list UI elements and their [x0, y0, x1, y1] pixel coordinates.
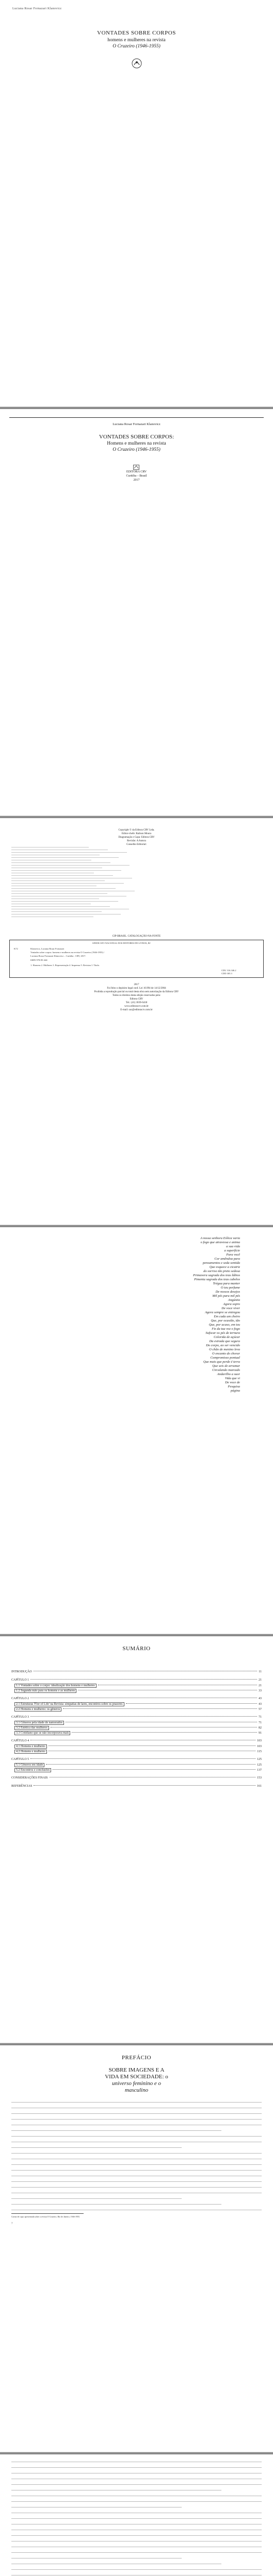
book-subtitle-full	[0, 440, 273, 453]
cip-box	[9, 940, 264, 978]
text-line	[11, 2558, 182, 2562]
cip-line-0: Klanovicz, Luciana Rosar Fornazari	[30, 947, 65, 950]
text-line	[11, 2501, 262, 2505]
toc-entry-label: CAPÍTULO 1	[11, 1679, 29, 1682]
toc-leader-dots	[30, 1758, 255, 1759]
toc-entry[interactable]	[11, 1750, 262, 1755]
poem-line: Mil pés para mil pés	[212, 1294, 240, 1298]
text-line	[11, 2484, 262, 2488]
poem-line: Sufocar os pés de ternura	[205, 1331, 240, 1335]
toc-entry[interactable]	[11, 1763, 262, 1768]
poem-line: Andarilho a suor	[217, 1372, 240, 1376]
text-line	[11, 2181, 262, 2185]
editorial-board-list	[11, 847, 135, 919]
cip-line-4: 1. Homens 2. Mulheres 3. Representação 4. Imprensa 5. Revistas I. Título.	[30, 964, 100, 967]
catalog-page	[0, 818, 273, 1225]
text-line	[11, 2147, 182, 2151]
toc-leader-dots	[63, 1708, 257, 1709]
toc-entry[interactable]	[11, 1697, 262, 1702]
page-number: 7	[11, 2223, 13, 2225]
toc-entry[interactable]	[11, 1726, 262, 1731]
toc-entry[interactable]	[11, 1731, 262, 1736]
publisher-info	[0, 470, 273, 482]
toc-entry-page: 21	[259, 1679, 262, 1682]
toc-entry-label: 4.2 Homens e mulheres	[14, 1750, 47, 1754]
poem-line: Fiz da tua voz o fogo	[212, 1327, 240, 1331]
summary-title: SUMÁRIO	[122, 1646, 151, 1652]
text-line	[11, 2102, 262, 2106]
copyright-line: Copyright © da Editora CRV Ltda.	[118, 829, 155, 832]
text-line	[11, 2113, 262, 2117]
toc-entry-page: 71	[259, 1721, 262, 1724]
poem-line: Que esquece a cicatriz	[209, 1265, 240, 1269]
toc-entry[interactable]	[11, 1679, 262, 1684]
body-text-1	[11, 2462, 262, 2576]
cip-subtitle: SINDICATO NACIONAL DOS EDITORES DE LIVROS, RJ	[92, 942, 151, 944]
text-line	[11, 2130, 221, 2134]
poem-line: O chão de menino leva	[209, 1348, 240, 1351]
toc-entry[interactable]	[11, 1716, 262, 1721]
text-line	[11, 2176, 262, 2180]
revision-line: Revisão: A Autora	[127, 840, 146, 842]
toc-entry-page: 11	[259, 1670, 262, 1673]
poem-line: Que, por acaso, em teu	[208, 1323, 240, 1327]
legal-year: 2017	[134, 984, 139, 986]
text-line	[11, 2490, 221, 2494]
toc-entry[interactable]	[11, 1702, 262, 1707]
toc-entry[interactable]	[11, 1739, 262, 1744]
poem-line: Compromisso pontual	[210, 1356, 240, 1360]
toc-leader-dots	[30, 1679, 257, 1680]
subtitle-line-1-cap: Homens e mulheres na revista	[107, 441, 166, 446]
toc-entry-page: 103	[257, 1745, 262, 1748]
poem-line: Da estrada que segura	[209, 1340, 240, 1343]
toc-entry-page: 21	[259, 1684, 262, 1687]
toc-entry-label: 3.3 Cotidiano que se não incorporava mais	[14, 1731, 70, 1735]
text-line	[11, 2518, 262, 2522]
toc-entry-label: 2.2 Homens e mulheres: os gêneros	[14, 1707, 61, 1711]
book-title: VONTADES SOBRE CORPOS	[97, 30, 176, 36]
text-line	[11, 2479, 262, 2483]
poem-line: De voce viver	[221, 1307, 240, 1310]
text-line	[11, 2547, 262, 2551]
poem-line: Que, por ocasião, tão	[211, 1319, 240, 1323]
toc-entry-label: REFERÊNCIAS	[11, 1785, 33, 1788]
toc-entry[interactable]	[11, 1721, 262, 1726]
running-header: Luciana Rosar Fornazari Klanovicz	[12, 7, 62, 10]
publisher-name: EDITORA CRV	[126, 470, 147, 473]
toc-entry[interactable]	[11, 1684, 262, 1689]
toc-leader-dots	[49, 1745, 255, 1746]
cip-line-1: Vontades sobre corpos: homens e mulheres na revista O Cruzeiro (1946-1955) /	[30, 951, 105, 954]
cip-title: CIP-BRASIL. CATALOGAÇÃO-NA-FONTE	[112, 935, 161, 938]
poem-line: Primavera sagrada dos teus lábios	[193, 1274, 240, 1277]
preface-title	[0, 2067, 273, 2094]
toc-leader-dots	[53, 1769, 255, 1770]
poem-line: Pimenta sagrada dos teus cabelos	[194, 1278, 240, 1281]
toc-entry-page: 103	[257, 1739, 262, 1742]
poem-line: o fogo que atravessa e anima	[200, 1241, 240, 1244]
text-line	[11, 2569, 262, 2573]
poem-line: O teu perfume	[220, 1286, 240, 1290]
text-line	[11, 2541, 262, 2545]
cip-line-6: CDD 305.3	[221, 972, 232, 975]
epigraph-poem	[193, 1236, 240, 1393]
poem-line: Trégua para manter	[213, 1282, 240, 1285]
board-member-line	[11, 917, 93, 919]
preface-label: PREFÁCIO	[121, 2055, 152, 2061]
poem-line: Cor amêndoa para	[214, 1257, 240, 1261]
toc-entry-page: 82	[259, 1726, 262, 1730]
text-line	[11, 2530, 262, 2534]
top-rule	[9, 417, 264, 418]
text-line	[11, 2204, 221, 2208]
poem-line: Angústia	[228, 1298, 240, 1302]
toc-leader-dots	[30, 1716, 257, 1717]
cip-line-5: CDU 316.346.2	[221, 969, 236, 972]
text-line	[11, 2507, 182, 2511]
toc-entry-label: CAPÍTULO 5	[11, 1758, 29, 1761]
publisher-city: Curitiba – Brasil	[126, 474, 147, 478]
text-line	[11, 2119, 262, 2123]
toc-entry-page: 43	[259, 1703, 262, 1706]
poem-line: Pesquisa	[228, 1385, 240, 1388]
toc-entry-page: 71	[259, 1716, 262, 1719]
text-line	[11, 2552, 262, 2556]
cip-line-2: Luciana Rosar Fornazari Klanovicz – Curitiba : CRV, 2017.	[30, 955, 86, 957]
toc-entry-label: CAPÍTULO 3	[11, 1716, 29, 1719]
preface-page	[0, 2045, 273, 2452]
poem-line: A nossa senhora Eólica varia	[200, 1236, 240, 1240]
toc-leader-dots	[72, 1732, 257, 1733]
poem-line: Circulando marcado	[212, 1368, 240, 1372]
footnote-rule	[11, 2213, 84, 2214]
diagram-line: Diagramação e Capa: Editora CRV	[118, 836, 155, 839]
subtitle-line-1: homens e mulheres na revista	[107, 38, 166, 43]
toc-entry-page: 153	[257, 1776, 262, 1780]
toc-entry-page: 125	[257, 1758, 262, 1761]
poem-line: Em cada um cheiro	[214, 1315, 240, 1318]
half-title-page	[0, 0, 273, 407]
toc-entry[interactable]	[11, 1768, 262, 1773]
text-line	[11, 2198, 182, 2202]
toc-entry[interactable]	[11, 1785, 262, 1790]
poem-line: Agora sopro	[223, 1302, 240, 1306]
text-line	[11, 2164, 262, 2168]
text-line	[11, 2153, 262, 2157]
preface-title-line-2: VIDA EM SOCIEDADE: o	[105, 2074, 168, 2080]
toc-entry[interactable]	[11, 1776, 262, 1782]
toc-entry-page: 43	[259, 1697, 262, 1700]
legal-notice	[0, 983, 273, 1012]
poem-line: De nossos desejos	[215, 1290, 240, 1294]
toc-entry-page: 57	[259, 1708, 262, 1711]
toc-entry-page: 137	[257, 1769, 262, 1772]
legal-website: www.editoracrv.com.br	[124, 1005, 149, 1008]
text-line	[11, 2136, 262, 2140]
publisher-logo-icon	[131, 58, 142, 69]
preface-title-line-4: masculino	[124, 2087, 149, 2093]
poem-line: De voce de	[225, 1381, 240, 1384]
toc-entry[interactable]	[11, 1744, 262, 1750]
preface-title-line-3: universo feminino e o	[111, 2080, 161, 2087]
poem-line: Que seis de arrumar	[212, 1364, 240, 1368]
cip-line-3: ISBN 978-85-444-	[30, 959, 48, 961]
copyright-block	[0, 828, 273, 846]
publisher-year: 2017	[133, 479, 140, 482]
author-name: Luciana Rosar Fornazari Klanovicz	[113, 422, 160, 426]
toc-entry-label: CONSIDERAÇÕES FINAIS	[11, 1776, 48, 1780]
toc-leader-dots	[34, 1785, 255, 1786]
poem-line: do sorriso tão preto sedosa	[203, 1269, 240, 1273]
board-title: Conselho Editorial:	[126, 843, 147, 846]
cip-author-code: K72	[14, 947, 18, 950]
preface-footnote: Cartaz de capa: apresentada sobre a revista O Cruzeiro, Rio de Janeiro, 1946-1955.	[11, 2215, 80, 2218]
book-subtitle	[0, 37, 273, 49]
toc-entry-label: 2.1 Estruturas 'Flor of Life' na Revista: simpatias de lares, encontros sobre os prazeres	[14, 1702, 124, 1706]
preface-title-line-1: SOBRE IMAGENS E A	[108, 2067, 165, 2073]
toc-entry[interactable]	[11, 1670, 262, 1675]
toc-entry-page: 115	[257, 1750, 262, 1753]
summary-page	[0, 1636, 273, 2043]
toc-entry-label: 5.2 Encontros e conclusões	[14, 1768, 51, 1772]
text-line	[11, 2467, 262, 2471]
toc-entry-label: 4.1 Homens e mulheres	[14, 1744, 47, 1749]
poem-line: Colorida de açúcar	[214, 1335, 240, 1339]
crv-logo-icon	[133, 465, 139, 470]
table-of-contents	[11, 1667, 262, 1790]
toc-entry-page: 161	[257, 1785, 262, 1788]
toc-leader-dots	[46, 1764, 255, 1765]
toc-entry-label: CAPÍTULO 2	[11, 1697, 29, 1700]
subtitle-line-2: O Cruzeiro (1946-1955)	[113, 44, 160, 49]
legal-rights: Proibida a reprodução parcial ou total desta obra sem autorização da Editora CRV	[94, 991, 179, 993]
toc-entry-page: 33	[259, 1689, 262, 1692]
title-page	[0, 409, 273, 816]
toc-entry-page: 125	[257, 1764, 262, 1767]
legal-phone: Tel.: (41) 3039-6418	[125, 1002, 148, 1004]
toc-entry[interactable]	[11, 1758, 262, 1763]
legal-email: E-mail: sac@editoracrv.com.br	[120, 1009, 153, 1011]
toc-entry-label: 1.1 Vontades sobre o corpo: idealização dos homens e mulheres	[14, 1684, 97, 1688]
toc-entry-page: 91	[259, 1732, 262, 1735]
toc-entry-label: 3.1 Gêneros pela idade de namorados	[14, 1721, 64, 1725]
poem-line: a superfície	[224, 1249, 240, 1252]
text-line	[11, 2142, 262, 2146]
toc-entry[interactable]	[11, 1689, 262, 1694]
epigraph-page	[0, 1227, 273, 1634]
legal-publisher: Editora CRV	[130, 998, 143, 1001]
poem-line: O encanto de chorar	[212, 1352, 240, 1355]
poem-line: Agora sempre se entregou	[205, 1311, 240, 1314]
book-title-full: VONTADES SOBRE CORPOS:	[99, 434, 174, 440]
legal-reserved: Todos os direitos desta edição reservados pela:	[112, 994, 161, 997]
toc-leader-dots	[126, 1703, 257, 1704]
text-line	[11, 2473, 262, 2477]
poem-line: Do corpo, ao ser vencido	[206, 1344, 240, 1347]
text-line	[11, 2187, 262, 2191]
poem-line: Vida que vi	[224, 1377, 240, 1380]
toc-entry-label: 5.1 Gêneros em idade	[14, 1763, 44, 1767]
toc-entry[interactable]	[11, 1707, 262, 1713]
text-line	[11, 2535, 262, 2539]
text-line	[11, 2170, 262, 2174]
editor-line: Editor-chefe: Railson Moura	[121, 833, 152, 835]
text-line	[11, 2462, 262, 2466]
body-page-1	[0, 2454, 273, 2576]
text-line	[11, 2108, 262, 2112]
toc-entry-label: 1.2 Segunda mão para os homens e as mulheres	[14, 1689, 76, 1693]
text-line	[11, 2564, 221, 2568]
text-line	[11, 2496, 262, 2500]
toc-entry-label: INTRODUÇÃO	[11, 1670, 32, 1673]
subtitle-line-2-full: O Cruzeiro (1946-1955)	[113, 447, 160, 452]
legal-deposit: Foi feito o depósito legal conf. Lei 10.994 de 14/12/2004	[107, 987, 166, 990]
poem-line: página	[230, 1389, 240, 1393]
text-line	[11, 2513, 262, 2517]
preface-body-text	[11, 2102, 262, 2215]
text-line	[11, 2193, 262, 2197]
toc-entry-label: CAPÍTULO 4	[11, 1739, 29, 1742]
poem-line: Que mais que perde é terra	[203, 1360, 240, 1364]
poem-line: pensamentos e seda sentida	[202, 1261, 240, 1265]
toc-entry-label: 3.2 Estética das mulheres	[14, 1726, 49, 1730]
text-line	[11, 2159, 262, 2163]
poem-line: Para você	[226, 1253, 240, 1257]
text-line	[11, 2125, 262, 2129]
poem-line: a sua vida	[226, 1245, 240, 1248]
text-line	[11, 2524, 262, 2528]
